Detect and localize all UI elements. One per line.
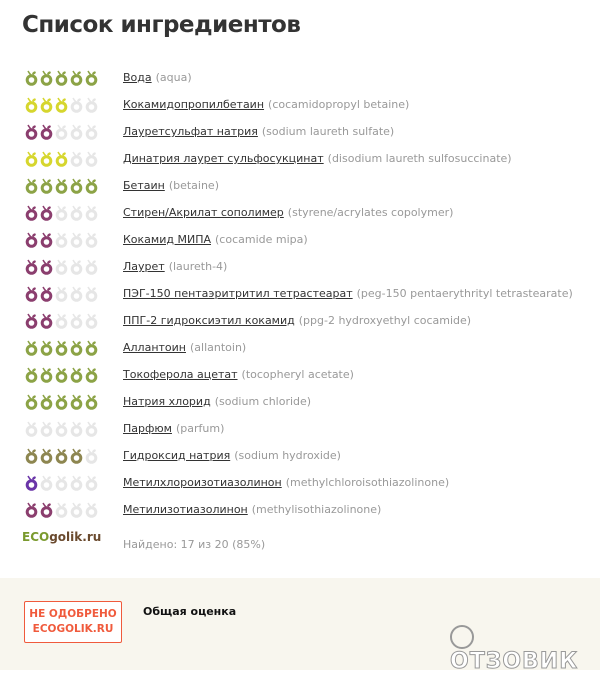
ingredient-inci: (methylchloroisothiazolinone) xyxy=(285,476,450,489)
rating-icons xyxy=(0,475,123,491)
apple-rating-icon xyxy=(85,232,98,248)
apple-rating-icon xyxy=(70,448,83,464)
apple-rating-icon xyxy=(25,70,38,86)
not-approved-stamp xyxy=(24,601,122,643)
apple-rating-icon xyxy=(85,97,98,113)
ingredient-inci: (disodium laureth sulfosuccinate) xyxy=(327,152,512,165)
rating-icons xyxy=(0,313,123,329)
apple-rating-icon xyxy=(85,502,98,518)
rating-icons xyxy=(0,340,123,356)
ingredient-link[interactable]: Динатрия лаурет сульфосукцинат xyxy=(123,152,324,165)
apple-rating-icon xyxy=(25,502,38,518)
stamp-line2: ECOGOLIK.RU xyxy=(32,623,114,635)
ingredient-link[interactable]: Метилхлороизотиазолинон xyxy=(123,476,282,489)
ingredient-row xyxy=(0,469,600,496)
apple-rating-icon xyxy=(40,151,53,167)
apple-rating-icon xyxy=(25,259,38,275)
apple-rating-icon xyxy=(40,367,53,383)
ingredient-link[interactable]: Бетаин xyxy=(123,179,165,192)
found-count: Найдено: 17 из 20 (85%) xyxy=(123,538,266,551)
rating-panel xyxy=(0,578,600,674)
apple-rating-icon xyxy=(55,232,68,248)
ingredient-row xyxy=(0,226,600,253)
apple-rating-icon xyxy=(70,232,83,248)
apple-rating-icon xyxy=(70,259,83,275)
apple-rating-icon xyxy=(70,475,83,491)
apple-rating-icon xyxy=(70,70,83,86)
apple-rating-icon xyxy=(85,151,98,167)
apple-rating-icon xyxy=(25,340,38,356)
ingredient-list xyxy=(0,64,600,523)
rating-icons xyxy=(0,97,123,113)
apple-rating-icon xyxy=(70,286,83,302)
ingredient-row xyxy=(0,415,600,442)
apple-rating-icon xyxy=(40,448,53,464)
apple-rating-icon xyxy=(25,97,38,113)
apple-rating-icon xyxy=(55,502,68,518)
apple-rating-icon xyxy=(25,475,38,491)
apple-rating-icon xyxy=(25,421,38,437)
apple-rating-icon xyxy=(55,421,68,437)
apple-rating-icon xyxy=(85,394,98,410)
ingredient-link[interactable]: Гидроксид натрия xyxy=(123,449,231,462)
apple-rating-icon xyxy=(55,205,68,221)
apple-rating-icon xyxy=(85,286,98,302)
apple-rating-icon xyxy=(70,97,83,113)
rating-icons xyxy=(0,232,123,248)
ingredient-row xyxy=(0,388,600,415)
rating-icons xyxy=(0,178,123,194)
apple-rating-icon xyxy=(40,205,53,221)
ingredient-link[interactable]: Лауретсульфат натрия xyxy=(123,125,258,138)
ingredient-link[interactable]: Натрия хлорид xyxy=(123,395,211,408)
rating-icons xyxy=(0,448,123,464)
apple-rating-icon xyxy=(40,502,53,518)
apple-rating-icon xyxy=(25,394,38,410)
apple-rating-icon xyxy=(55,367,68,383)
ingredient-row xyxy=(0,496,600,523)
ingredient-row xyxy=(0,199,600,226)
ecogolik-logo xyxy=(22,530,101,544)
ingredient-link[interactable]: Стирен/Акрилат сополимер xyxy=(123,206,284,219)
ingredient-row xyxy=(0,118,600,145)
ingredient-inci: (laureth-4) xyxy=(168,260,228,273)
apple-rating-icon xyxy=(40,178,53,194)
ingredient-inci: (tocopheryl acetate) xyxy=(241,368,354,381)
ingredient-row xyxy=(0,361,600,388)
apple-rating-icon xyxy=(25,313,38,329)
apple-rating-icon xyxy=(70,178,83,194)
ingredient-row xyxy=(0,253,600,280)
apple-rating-icon xyxy=(70,313,83,329)
ingredient-inci: (betaine) xyxy=(168,179,219,192)
ingredient-link[interactable]: Метилизотиазолинон xyxy=(123,503,248,516)
ingredient-inci: (peg-150 pentaerythrityl tetrastearate) xyxy=(356,287,573,300)
apple-rating-icon xyxy=(70,340,83,356)
rating-icons xyxy=(0,124,123,140)
ingredient-link[interactable]: ПЭГ-150 пентаэритритил тетрастеарат xyxy=(123,287,353,300)
ingredient-link[interactable]: Кокамидопропилбетаин xyxy=(123,98,265,111)
apple-rating-icon xyxy=(85,70,98,86)
ingredient-inci: (parfum) xyxy=(175,422,225,435)
apple-rating-icon xyxy=(85,448,98,464)
apple-rating-icon xyxy=(70,421,83,437)
apple-rating-icon xyxy=(25,124,38,140)
ingredient-inci: (sodium hydroxide) xyxy=(234,449,341,462)
apple-rating-icon xyxy=(40,124,53,140)
apple-rating-icon xyxy=(40,394,53,410)
apple-rating-icon xyxy=(40,70,53,86)
rating-icons xyxy=(0,151,123,167)
ingredient-row xyxy=(0,91,600,118)
apple-rating-icon xyxy=(55,259,68,275)
ingredient-inci: (sodium laureth sulfate) xyxy=(261,125,395,138)
apple-rating-icon xyxy=(70,151,83,167)
apple-rating-icon xyxy=(85,421,98,437)
apple-rating-icon xyxy=(25,205,38,221)
ingredient-row xyxy=(0,334,600,361)
apple-rating-icon xyxy=(55,448,68,464)
apple-rating-icon xyxy=(40,259,53,275)
apple-rating-icon xyxy=(85,340,98,356)
apple-rating-icon xyxy=(85,124,98,140)
apple-rating-icon xyxy=(25,286,38,302)
ingredient-link[interactable]: Аллантоин xyxy=(123,341,186,354)
apple-rating-icon xyxy=(70,367,83,383)
ingredient-row xyxy=(0,145,600,172)
apple-rating-icon xyxy=(40,97,53,113)
apple-rating-icon xyxy=(55,97,68,113)
ingredient-link[interactable]: ППГ-2 гидроксиэтил кокамид xyxy=(123,314,295,327)
rating-icons xyxy=(0,502,123,518)
ingredient-row xyxy=(0,280,600,307)
apple-rating-icon xyxy=(55,151,68,167)
ingredient-inci: (cocamide mipa) xyxy=(215,233,308,246)
ingredient-row xyxy=(0,172,600,199)
ingredient-row xyxy=(0,307,600,334)
apple-rating-icon xyxy=(55,178,68,194)
ingredient-link[interactable]: Токоферола ацетат xyxy=(123,368,238,381)
apple-rating-icon xyxy=(25,178,38,194)
apple-rating-icon xyxy=(40,475,53,491)
apple-rating-icon xyxy=(55,340,68,356)
ingredient-inci: (allantoin) xyxy=(190,341,247,354)
apple-rating-icon xyxy=(25,232,38,248)
apple-rating-icon xyxy=(85,313,98,329)
apple-rating-icon xyxy=(40,340,53,356)
apple-rating-icon xyxy=(55,70,68,86)
apple-rating-icon xyxy=(85,178,98,194)
apple-rating-icon xyxy=(55,394,68,410)
ingredient-row xyxy=(0,64,600,91)
ingredient-inci: (methylisothiazolinone) xyxy=(251,503,382,516)
apple-rating-icon xyxy=(40,286,53,302)
logo-rest: golik.ru xyxy=(49,530,102,544)
otzovik-watermark xyxy=(450,624,600,674)
stamp-line1: НЕ ОДОБРЕНО xyxy=(29,608,117,620)
apple-rating-icon xyxy=(70,394,83,410)
ingredient-row xyxy=(0,442,600,469)
ingredient-inci: (sodium chloride) xyxy=(214,395,312,408)
apple-rating-icon xyxy=(55,313,68,329)
ingredient-link[interactable]: Лаурет xyxy=(123,260,165,273)
overall-rating-label: Общая оценка xyxy=(143,605,237,618)
apple-rating-icon xyxy=(25,367,38,383)
ingredient-inci: (cocamidopropyl betaine) xyxy=(268,98,410,111)
rating-icons xyxy=(0,70,123,86)
logo-eco: ECO xyxy=(22,530,50,544)
rating-icons xyxy=(0,286,123,302)
apple-rating-icon xyxy=(70,124,83,140)
rating-icons xyxy=(0,259,123,275)
ingredient-link[interactable]: Парфюм xyxy=(123,422,172,435)
apple-rating-icon xyxy=(25,448,38,464)
ingredient-inci: (aqua) xyxy=(155,71,192,84)
apple-rating-icon xyxy=(85,259,98,275)
rating-icons xyxy=(0,205,123,221)
apple-rating-icon xyxy=(40,313,53,329)
ingredient-inci: (styrene/acrylates copolymer) xyxy=(287,206,454,219)
power-icon xyxy=(450,625,474,649)
apple-rating-icon xyxy=(85,367,98,383)
page-title: Список ингредиентов xyxy=(22,12,301,38)
rating-icons xyxy=(0,367,123,383)
rating-icons xyxy=(0,394,123,410)
watermark-text: ОТЗОВИК xyxy=(450,649,579,674)
apple-rating-icon xyxy=(70,205,83,221)
apple-rating-icon xyxy=(85,205,98,221)
rating-icons xyxy=(0,421,123,437)
ingredient-inci: (ppg-2 hydroxyethyl cocamide) xyxy=(298,314,472,327)
apple-rating-icon xyxy=(40,421,53,437)
apple-rating-icon xyxy=(40,232,53,248)
apple-rating-icon xyxy=(55,475,68,491)
apple-rating-icon xyxy=(70,502,83,518)
apple-rating-icon xyxy=(55,124,68,140)
ingredient-link[interactable]: Вода xyxy=(123,71,152,84)
ingredient-link[interactable]: Кокамид МИПА xyxy=(123,233,211,246)
apple-rating-icon xyxy=(85,475,98,491)
apple-rating-icon xyxy=(55,286,68,302)
apple-rating-icon xyxy=(25,151,38,167)
